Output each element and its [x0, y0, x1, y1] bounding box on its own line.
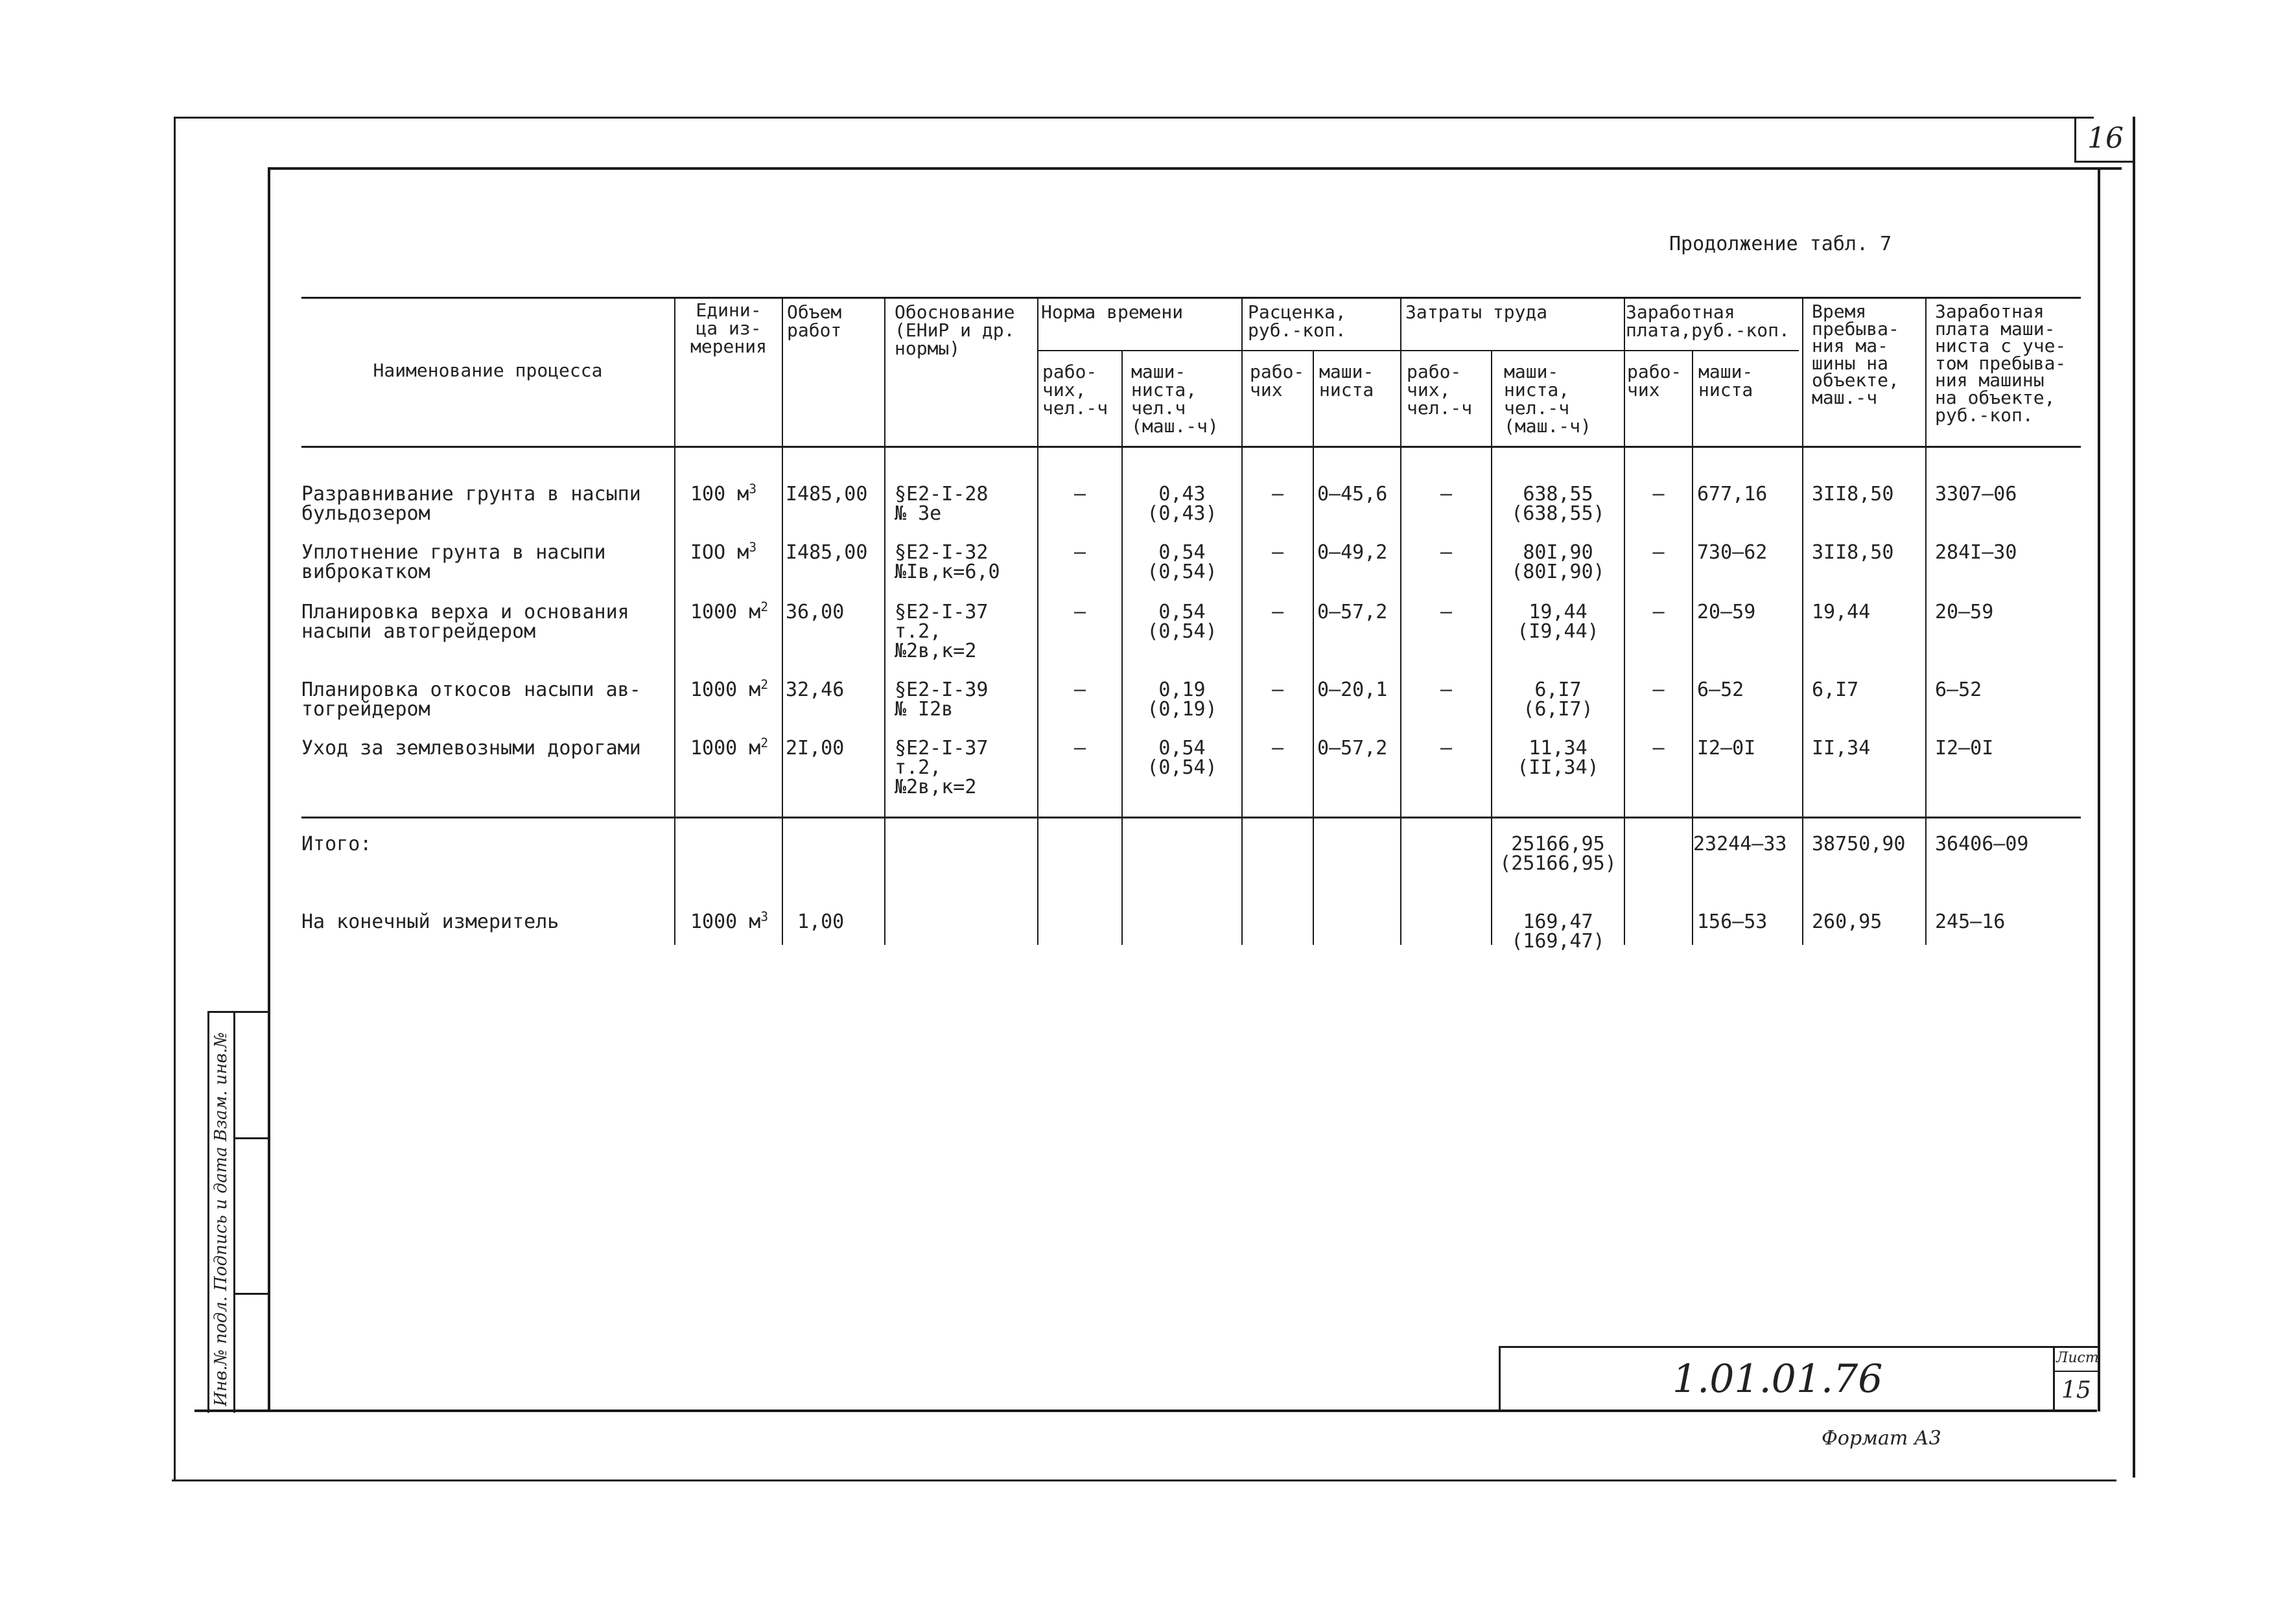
row-unit-exp: 3 [749, 540, 757, 555]
row-name: Уход за землевозными дорогами [301, 737, 641, 760]
header-unit: Едини- ца из- мерения [690, 299, 767, 357]
row-labor-workers: – [1440, 541, 1453, 564]
vline-1 [674, 297, 675, 945]
final-operator-wage: 245–16 [1935, 911, 2006, 933]
row-operator-wage: I2–0I [1935, 737, 1994, 760]
side-stamp-left [207, 1011, 209, 1413]
row-unit [690, 540, 757, 564]
inner-frame-bottom [194, 1409, 2097, 1412]
header-labor-workers: рабо- чих, чел.-ч [1407, 361, 1473, 419]
row-time-workers: – [1073, 737, 1086, 760]
row-stay-time: 3II8,50 [1812, 541, 1894, 564]
header-labor-operator: маши- ниста, чел.-ч (маш.-ч) [1504, 361, 1591, 437]
row-wages-workers: – [1652, 737, 1665, 760]
row-unit-exp: 2 [760, 599, 769, 614]
right-frame-inner [2098, 167, 2100, 1411]
header-time-operator: маши- ниста, чел.ч (маш.-ч) [1131, 361, 1219, 437]
row-wages-operator: 677,16 [1697, 483, 1768, 505]
table-top-rule [301, 297, 2081, 299]
row-rate-workers: – [1271, 541, 1284, 564]
header-rate-workers: рабо- чих [1250, 361, 1305, 400]
outer-frame-left [174, 117, 176, 1481]
final-unit [690, 909, 769, 933]
format-label: Формат А3 [1822, 1427, 1941, 1450]
row-wages-operator: I2–0I [1697, 737, 1756, 760]
total-stay-time: 38750,90 [1812, 833, 1906, 855]
row-labor-workers: — [1440, 601, 1453, 623]
total-labor-operator: 25166,95 (25166,95) [1499, 833, 1617, 875]
row-unit-text: 1000 м [690, 679, 761, 701]
row-unit-exp: 2 [760, 677, 769, 692]
row-volume: 2I,00 [786, 737, 845, 760]
stamp-sheet-hline [2053, 1371, 2098, 1372]
row-wages-workers: – [1652, 601, 1665, 623]
vline-5 [1121, 350, 1123, 945]
sheet-top-number: 16 [2087, 122, 2124, 155]
row-basis: §Е2-I-39 № I2в [895, 679, 989, 721]
inner-frame-top [268, 167, 2122, 170]
row-unit-text: 1000 м [690, 601, 761, 623]
vline-11 [1692, 350, 1693, 945]
row-wages-operator: 730–62 [1697, 541, 1768, 564]
row-stay-time: 6,I7 [1812, 679, 1859, 701]
header-rate-operator: маши- ниста [1319, 361, 1374, 400]
final-unit-exp: 3 [760, 909, 769, 924]
side-stamp-top [207, 1011, 269, 1013]
page-number-box-right [2133, 117, 2135, 162]
row-wages-operator: 6–52 [1697, 679, 1744, 701]
row-labor-operator: 19,44 (I9,44) [1517, 601, 1599, 643]
header-process: Наименование процесса [373, 360, 603, 381]
header-wages-operator: маши- ниста [1698, 361, 1753, 400]
row-wages-workers: – [1652, 541, 1665, 564]
row-rate-operator: 0–49,2 [1317, 541, 1388, 564]
side-stamp-text: Инв.№ подл. Подпись и дата Взам. инв.№ [211, 1032, 231, 1406]
vline-7 [1313, 350, 1314, 945]
header-labor: Затраты труда [1405, 301, 1548, 323]
final-label: На конечный измеритель [301, 911, 559, 933]
row-time-operator: 0,54 (0,54) [1147, 601, 1217, 643]
row-unit-text: 100 м [690, 483, 749, 505]
row-operator-wage: 3307–06 [1935, 483, 2017, 505]
side-stamp-div1 [233, 1137, 269, 1139]
header-volume: Объем работ [787, 301, 842, 341]
row-name: Планировка верха и основания насыпи автогрейдером [301, 601, 629, 643]
row-stay-time: II,34 [1812, 737, 1871, 760]
row-operator-wage: 20–59 [1935, 601, 1994, 623]
row-rate-operator: 0–45,6 [1317, 483, 1388, 505]
row-wages-operator: 20–59 [1697, 601, 1756, 623]
final-volume: 1,00 [797, 911, 845, 933]
row-basis: §Е2-I-37 т.2, №2в,к=2 [895, 737, 989, 798]
row-labor-operator: 638,55 (638,55) [1511, 483, 1605, 525]
final-unit-text: 1000 м [690, 911, 761, 933]
vline-12 [1802, 297, 1803, 945]
row-volume: 32,46 [786, 679, 845, 701]
subheader-rule [1037, 350, 1799, 351]
header-operator-wage-stay: Заработная плата маши- ниста с уче- том пребыва- ния машины на объекте, руб.-коп. [1935, 301, 2067, 426]
right-frame-outer [2133, 117, 2135, 1478]
stamp-sheet-label: Лист [2056, 1350, 2099, 1366]
row-labor-operator: 11,34 (II,34) [1517, 737, 1599, 779]
row-rate-operator: 0–57,2 [1317, 737, 1388, 760]
outer-frame-bottom [172, 1479, 2116, 1481]
final-labor-operator: 169,47 (169,47) [1511, 911, 1605, 953]
row-unit-exp: 2 [760, 736, 769, 750]
row-time-operator: 0,43 (0,43) [1147, 483, 1217, 525]
stamp-sheet-divider [2053, 1346, 2055, 1411]
row-name: Планировка откосов насыпи ав- тогрейдером [301, 679, 641, 721]
header-stay-time: Время пребыва- ния ма- шины на объекте, маш.-ч [1812, 301, 1899, 408]
vline-13 [1925, 297, 1927, 945]
final-wages-operator: 156–53 [1697, 911, 1768, 933]
stamp-left [1499, 1346, 1501, 1411]
header-time-norm: Норма времени [1041, 301, 1184, 323]
row-unit [690, 736, 769, 760]
final-stay-time: 260,95 [1812, 911, 1882, 933]
row-labor-workers: – [1440, 483, 1453, 505]
row-volume: 36,00 [786, 601, 845, 623]
row-basis: §Е2-I-37 т.2, №2в,к=2 [895, 601, 989, 662]
side-stamp-div2 [233, 1293, 269, 1295]
row-time-operator: 0,19 (0,19) [1147, 679, 1217, 721]
inner-frame-left [268, 167, 270, 1411]
row-rate-workers: – [1271, 601, 1284, 623]
row-rate-workers: – [1271, 483, 1284, 505]
body-bottom-rule [301, 817, 2081, 818]
row-labor-operator: 6,I7 (6,I7) [1523, 679, 1593, 721]
row-rate-workers: – [1271, 679, 1284, 701]
stamp-top [1499, 1346, 2098, 1348]
header-wages-workers: рабо- чих [1627, 361, 1682, 400]
row-time-workers: – [1073, 541, 1086, 564]
row-operator-wage: 6–52 [1935, 679, 1982, 701]
header-wages: Заработная плата,руб.-коп. [1626, 301, 1790, 341]
row-volume: I485,00 [786, 483, 868, 505]
row-unit-exp: 3 [749, 481, 757, 496]
row-unit-text: IОО м [690, 541, 749, 564]
total-label: Итого: [301, 833, 372, 855]
total-operator-wage: 36406–09 [1935, 833, 2029, 855]
total-wages-operator: 23244–33 [1693, 833, 1787, 855]
header-time-workers: рабо- чих, чел.-ч [1042, 361, 1108, 419]
vline-2 [782, 297, 783, 945]
header-basis: Обоснование (ЕНиР и др. нормы) [895, 301, 1015, 359]
header-bottom-rule [301, 446, 2081, 448]
row-unit [690, 481, 757, 505]
row-name: Уплотнение грунта в насыпи виброкатком [301, 541, 606, 583]
stamp-sheet-number: 15 [2061, 1377, 2091, 1404]
row-basis: §Е2-I-28 № 3е [895, 483, 989, 525]
row-rate-operator: 0–57,2 [1317, 601, 1388, 623]
table-title: Продолжение табл. 7 [1669, 233, 1892, 255]
row-unit [690, 677, 769, 701]
side-stamp-mid [233, 1011, 235, 1413]
page-number-box-left [2074, 117, 2076, 162]
row-labor-workers: – [1440, 679, 1453, 701]
header-rate: Расценка, руб.-коп. [1248, 301, 1346, 341]
row-unit-text: 1000 м [690, 737, 761, 760]
row-operator-wage: 284I–30 [1935, 541, 2017, 564]
row-time-workers: – [1073, 601, 1086, 623]
outer-frame-top [175, 117, 2094, 119]
row-wages-workers: – [1652, 679, 1665, 701]
row-labor-operator: 80I,90 (80I,90) [1511, 541, 1605, 583]
row-basis: §Е2-I-32 №Iв,к=6,0 [895, 541, 1000, 583]
row-stay-time: 19,44 [1812, 601, 1871, 623]
row-volume: I485,00 [786, 541, 868, 564]
page-number-box-bottom [2074, 161, 2135, 163]
row-name: Разравнивание грунта в насыпи бульдозером [301, 483, 641, 525]
row-rate-workers: – [1271, 737, 1284, 760]
row-time-workers: – [1073, 679, 1086, 701]
row-time-operator: 0,54 (0,54) [1147, 541, 1217, 583]
row-labor-workers: – [1440, 737, 1453, 760]
row-rate-operator: 0–20,1 [1317, 679, 1388, 701]
row-time-operator: 0,54 (0,54) [1147, 737, 1217, 779]
row-unit [690, 599, 769, 623]
vline-3 [884, 297, 885, 945]
row-time-workers: – [1073, 483, 1086, 505]
row-wages-workers: – [1652, 483, 1665, 505]
row-stay-time: 3II8,50 [1812, 483, 1894, 505]
stamp-code: 1.01.01.76 [1672, 1356, 1883, 1402]
